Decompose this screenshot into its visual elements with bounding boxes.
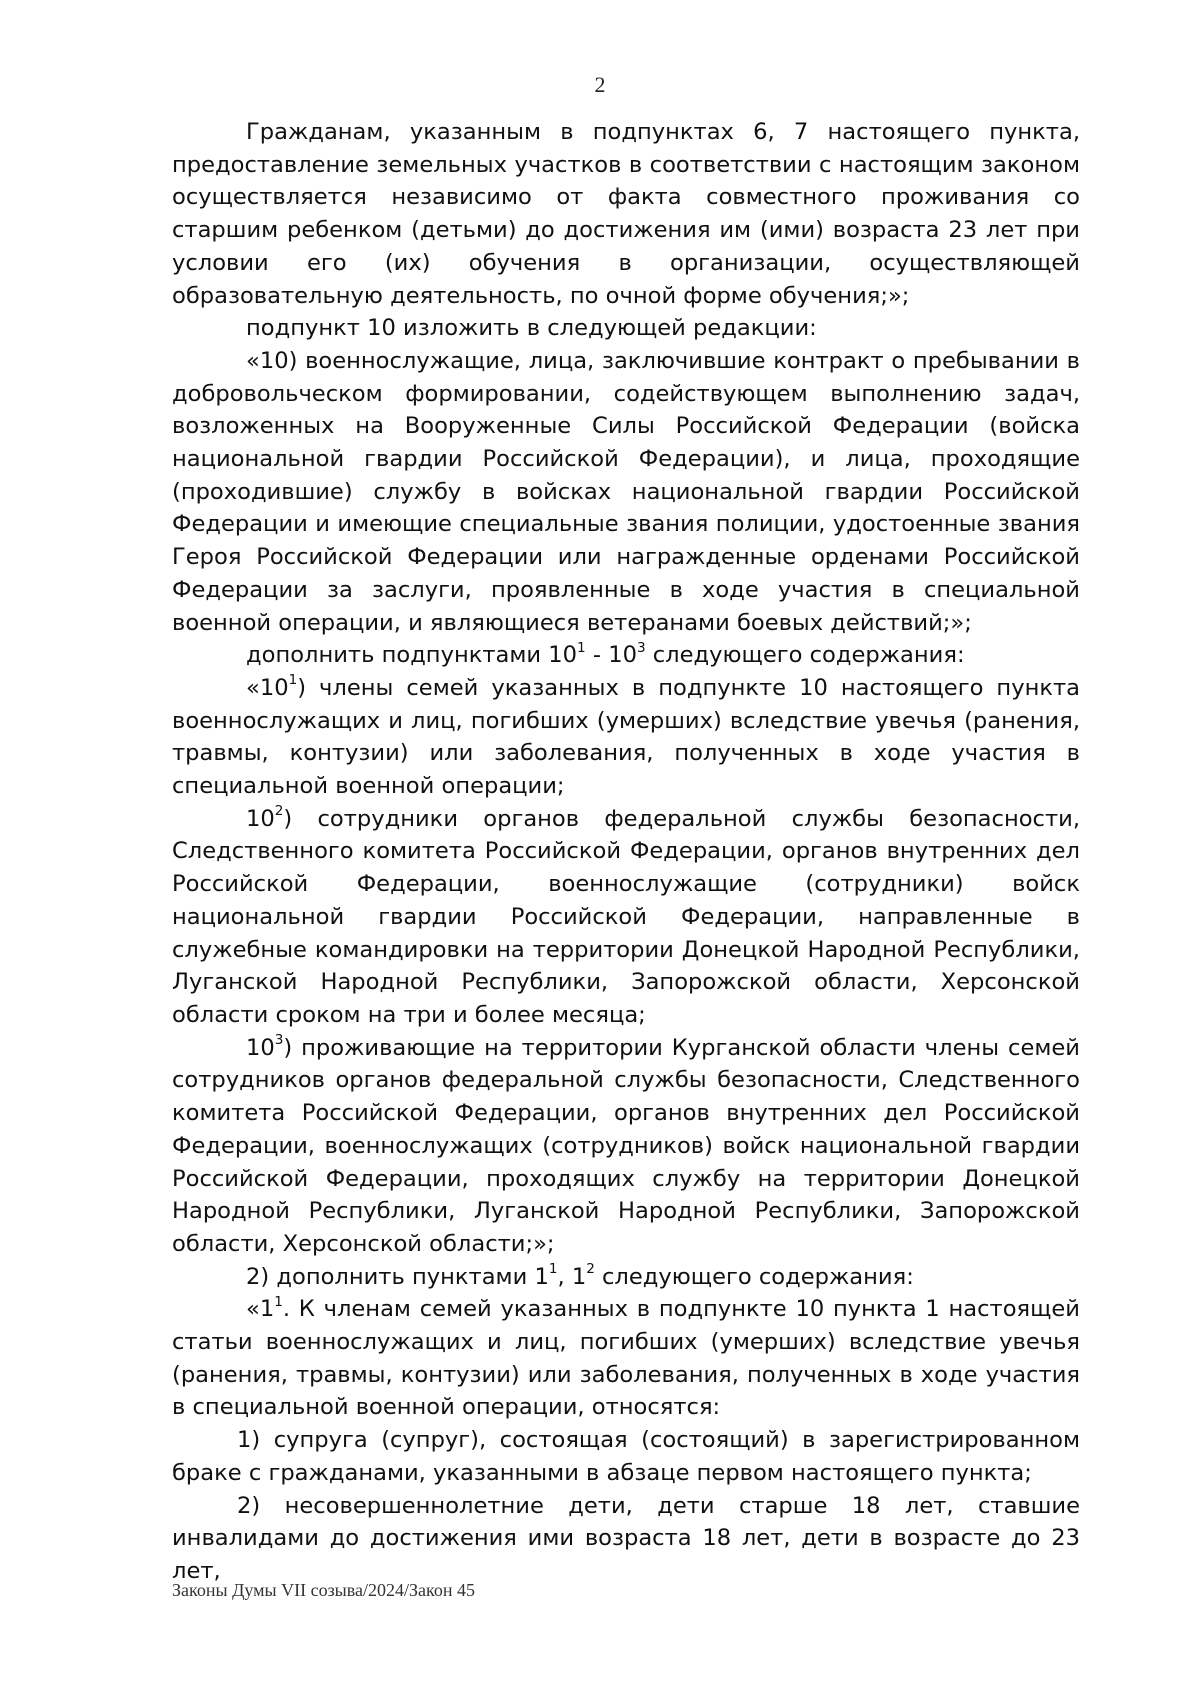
paragraph-subitem-10: «10) военнослужащие, лица, заключившие контракт о пребывании в добровольческом формировании, содействующем выполнению задач, возложенных на Вооруженные Силы Российской Федерации (войска национальной гвардии Российской Федерации), и лица, проходящие (проходившие) службу в войсках национальной гвардии Российской Федерации и имеющие специальные звания полиции, удостоенные звания Героя Российской Федерации или награжденные орденами Российской Федерации за заслуги, проявленные в ходе участия в специальной военной операции, и являющиеся ветеранами боевых действий;»;	[172, 347, 1080, 636]
text-segment: 10	[246, 805, 275, 832]
text-segment: ) сотрудники органов федеральной службы безопасности, Следственного комитета Российской Федерации, органов внутренних дел Российской Федерации, военнослужащие (сотрудники) войск национальной гвардии Российской Федерации, направленные в служебные командировки на территории Донецкой Народной Республики, Луганской Народной Республики, Запорожской области, Херсонской области сроком на три и более месяца;	[172, 805, 1080, 1028]
paragraph-item-1-1	[172, 1293, 1080, 1424]
paragraph-subitem-10-1	[172, 672, 1080, 803]
text-segment: - 10	[585, 642, 637, 669]
paragraph-subitem-10-intro: подпункт 10 изложить в следующей редакции:	[246, 315, 817, 342]
paragraph-list-item-2: 2) несовершеннолетние дети, дети старше 18 лет, ставшие инвалидами до достижения ими возраста 18 лет, дети в возрасте до 23 лет,	[172, 1492, 1080, 1584]
paragraph-citizens: Гражданам, указанным в подпунктах 6, 7 настоящего пункта, предоставление земельных участков в соответствии с настоящим законом осуществляется независимо от факта совместного проживания со старшим ребенком (детьми) до достижения им (ими) возраста 23 лет при условии его (их) обучения в организации, осуществляющей образовательную деятельность, по очной форме обучения;»;	[172, 119, 1080, 309]
superscript: 1	[548, 1261, 558, 1278]
paragraph-list-item-1: 1) супруга (супруг), состоящая (состоящий) в зарегистрированном браке с гражданами, указанными в абзаце первом настоящего пункта;	[172, 1427, 1080, 1486]
superscript: 2	[274, 803, 284, 820]
superscript: 2	[586, 1261, 595, 1278]
text-segment: . К членам семей указанных в подпункте 10 пункта 1 настоящей статьи военнослужащих и лиц, погибших (умерших) вследствие увечья (ранения, травмы, контузии) или заболевания, полученных в ходе участия в специальной военной операции, относятся:	[172, 1296, 1080, 1421]
text-segment: ) проживающие на территории Курганской области члены семей сотрудников органов федеральной службы безопасности, Следственного комитета Российской Федерации, органов внутренних дел Российской Федерации, военнослужащих (сотрудников) войск национальной гвардии Российской Федерации, проходящих службу на территории Донецкой Народной Республики, Луганской Народной Республики, Запорожской области, Херсонской области;»;	[172, 1034, 1080, 1257]
paragraph-add-subitems	[172, 639, 1080, 672]
superscript: 1	[577, 639, 586, 656]
text-segment: следующего содержания:	[594, 1263, 914, 1290]
text-segment: «1	[246, 1296, 275, 1323]
document-body	[172, 116, 1080, 1588]
text-segment: следующего содержания:	[645, 642, 965, 669]
text-segment: , 1	[557, 1263, 587, 1290]
paragraph-add-items	[172, 1261, 1080, 1294]
superscript: 3	[274, 1032, 284, 1049]
text-segment: 2) дополнить пунктами 1	[246, 1263, 549, 1290]
text-segment: дополнить подпунктами 10	[246, 642, 578, 669]
page-number: 2	[594, 72, 606, 97]
text-segment: ) члены семей указанных в подпункте 10 настоящего пункта военнослужащих и лиц, погибших (умерших) вследствие увечья (ранения, травмы, контузии) или заболевания, полученных в ходе участия в специальной военной операции;	[172, 674, 1080, 800]
document-footer: Законы Думы VII созыва/2024/Закон 45	[172, 1580, 475, 1600]
text-segment: «10	[246, 674, 289, 701]
superscript: 1	[288, 672, 298, 689]
paragraph-subitem-10-2	[172, 803, 1080, 1032]
superscript: 3	[636, 639, 646, 656]
paragraph-subitem-10-3	[172, 1032, 1080, 1261]
text-segment: 10	[246, 1034, 275, 1061]
superscript: 1	[274, 1293, 283, 1310]
